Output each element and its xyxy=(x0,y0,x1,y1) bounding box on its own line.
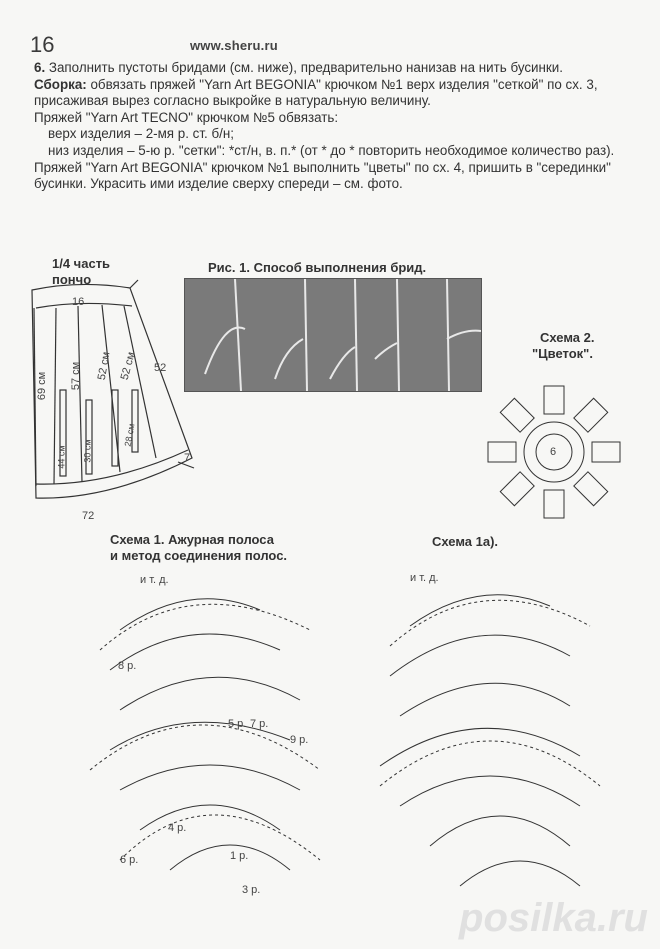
flower-center-label: 6 xyxy=(550,446,557,458)
row-label-1: 1 р. xyxy=(230,850,249,862)
scheme2-title-2: "Цветок". xyxy=(532,346,593,361)
row-label-5: 5 р. xyxy=(228,718,247,730)
step6-text: Заполнить пустоты бридами (см. ниже), предварительно нанизав на нить бусинки. xyxy=(45,60,563,75)
flower-diagram xyxy=(484,374,624,514)
strip-label-1: 69 см xyxy=(36,371,49,401)
pattern-title-2: пончо xyxy=(52,272,92,287)
row-label-4: 4 р. xyxy=(168,822,187,834)
inner-label-2: 30 см xyxy=(82,439,93,463)
row-label-7: 7 р. xyxy=(250,718,269,730)
strip-label-4: 52 см xyxy=(118,350,138,382)
row-label-3: 3 р. xyxy=(242,884,261,896)
top-text: верх изделия – 2-мя р. ст. б/н; xyxy=(48,126,234,142)
scheme1a-title: Схема 1а). xyxy=(432,534,499,549)
scheme1a-diagram xyxy=(370,566,610,906)
watermark: posilka.ru xyxy=(459,896,648,940)
bride-photo xyxy=(184,278,482,392)
row-label-9: 9 р. xyxy=(290,734,309,746)
bride-photo-drawing xyxy=(185,279,481,391)
row-label-6: 6 р. xyxy=(120,854,139,866)
pattern-title-1: 1/4 часть xyxy=(52,256,111,271)
dim-corner: 7 xyxy=(184,452,191,464)
scheme2-title-1: Схема 2. xyxy=(540,330,595,345)
page-number: 16 xyxy=(30,32,55,57)
site-url: www.sheru.ru xyxy=(190,38,278,53)
scheme1-title-1: Схема 1. Ажурная полоса xyxy=(110,532,274,547)
tecno-text: Пряжей "Yarn Art TECNO" крючком №5 обвязать: xyxy=(34,109,339,125)
row-label-etc: и т. д. xyxy=(140,574,169,586)
assembly-text: обвязать пряжей "Yarn Art BEGONIA" крючком №1 верх изделия "сеткой" по сх. 3, присаживая вырез согласно выкройке в натуральную величину. xyxy=(34,76,598,109)
dim-top: 16 xyxy=(72,296,85,308)
dim-right: 52 xyxy=(154,362,167,374)
assembly-label: Сборка: xyxy=(34,76,87,92)
scheme1-title-2: и метод соединения полос. xyxy=(110,548,288,563)
inner-label-3: 28 см xyxy=(122,422,137,448)
dim-bottom: 72 xyxy=(82,510,95,522)
strip-label-3: 52 см xyxy=(95,350,113,382)
strip-label-2: 57 см xyxy=(70,361,83,391)
fig1-caption: Рис. 1. Способ выполнения брид. xyxy=(208,260,427,275)
step-number: 6. xyxy=(34,60,46,75)
bottom-text: низ изделия – 5-ю р. "сетки": *ст/н, в. п.* (от * до * повторить необходимое количество раз). xyxy=(48,142,615,158)
inner-label-1: 44 см xyxy=(56,445,67,469)
flowers-text: Пряжей "Yarn Art BEGONIA" крючком №1 выполнить "цветы" по сх. 4, пришить в "серединки" бусинки. Украсить ими изделие сверху спереди – см. фото. xyxy=(34,159,611,192)
row-label-8: 8 р. xyxy=(118,660,137,672)
row-label-etc-1a: и т. д. xyxy=(410,572,439,584)
instructions-text xyxy=(34,60,634,193)
